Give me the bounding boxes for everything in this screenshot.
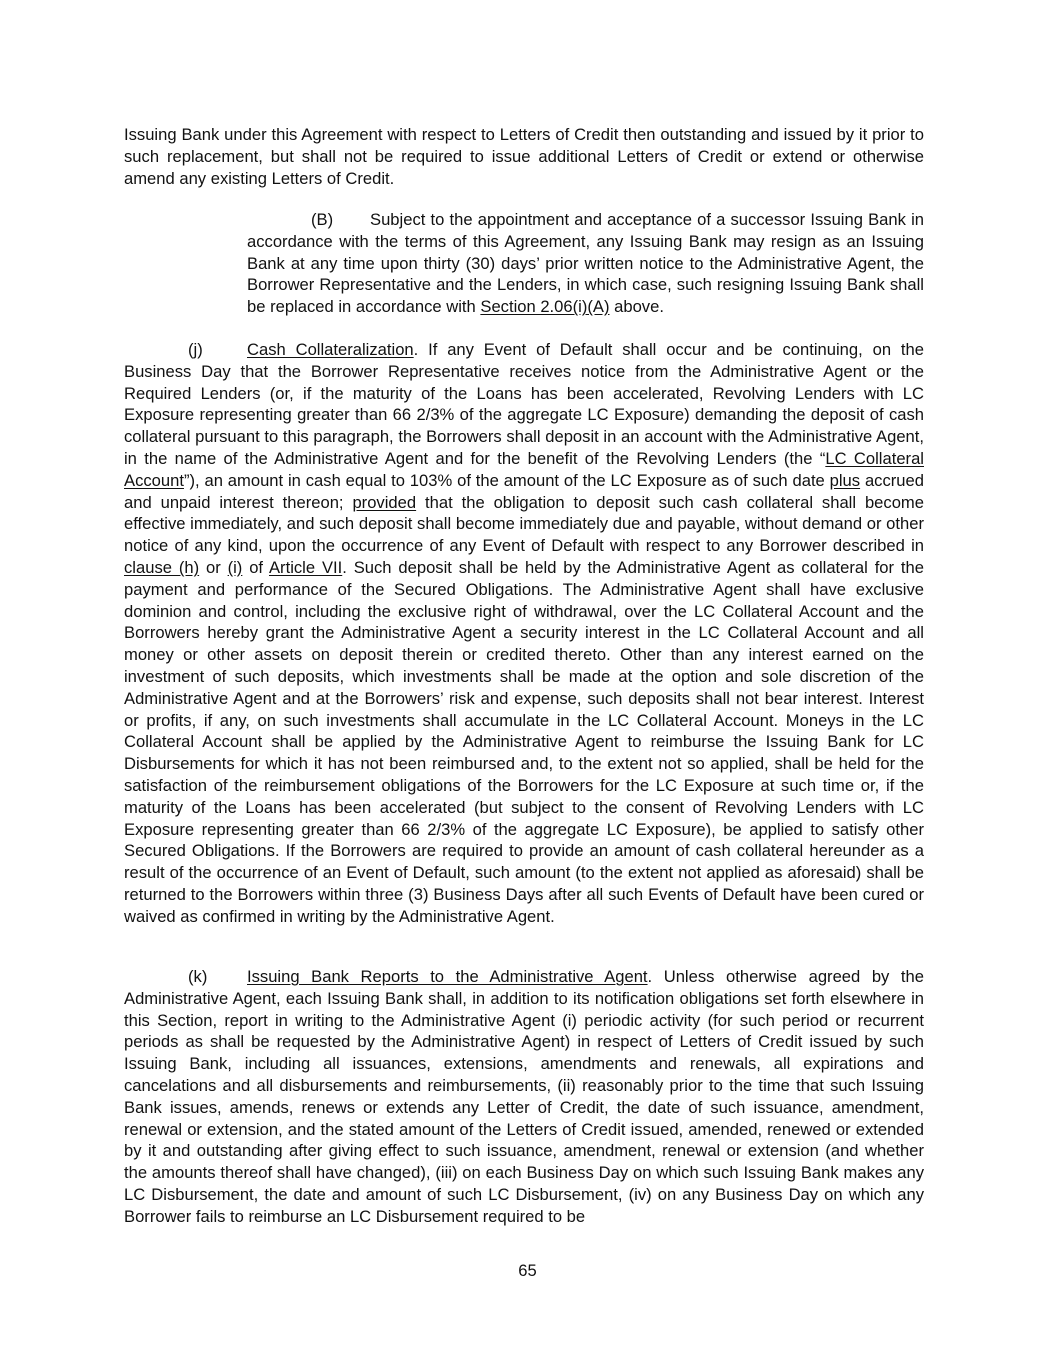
clause-j-text-4: that the obligation to deposit such cash collateral shall become effective immediately, and such deposit shall become immediately due and payable, without demand or other notice of any kind, upon the occurrence of any Event of Default with respect to any Borrower described in	[124, 492, 924, 556]
clause-j-text-5: or	[199, 557, 228, 577]
clause-k-label: (k)	[188, 967, 208, 986]
clause-k-text: . Unless otherwise agreed by the Administrative Agent, each Issuing Bank shall, in addition to its notification obligations set forth elsewhere in this Section, report in writing to the Administrative Agent (i) periodic activity (for such period or recurrent periods as shall be requested by the Administrative Agent) in respect of Letters of Credit issued by such Issuing Bank, including all issuances, extensions, amendments and renewals, all expirations and cancelations and all disbursements and reimbursements, (ii) reasonably prior to the time that such Issuing Bank issues, amends, renews or extends any Letter of Credit, the date of such issuance, amendment, renewal or extension, and the stated amount of the Letters of Credit issued, amended, renewed or extended by it and outstanding after giving effect to such issuance, amendment, renewal or extension (and whether the amounts thereof shall have changed), (iii) on each Business Day on which such Issuing Bank makes any LC Disbursement, the date and amount of such LC Disbursement, (iv) on any Business Day on which any Borrower fails to reimburse an LC Disbursement required to be	[124, 967, 924, 1226]
clause-h-reference: clause (h)	[124, 557, 200, 577]
clause-j-text-7: . Such deposit shall be held by the Administrative Agent as collateral for the payment and performance of the Secured Obligations. The Administrative Agent shall have exclusive dominion and control, including the exclusive right of withdrawal, over the LC Collateral Account and the Borrowers hereby grant the Administrative Agent a security interest in the LC Collateral Account and all money or other assets on deposit therein or credited thereto. Other than any interest earned on the investment of such deposits, which investments shall be made at the option and sole discretion of the Administrative Agent and at the Borrowers’ risk and expense, such deposits shall not bear interest. Interest or profits, if any, on such investments shall accumulate in the LC Collateral Account. Moneys in the LC Collateral Account shall be applied by the Administrative Agent to reimburse the Issuing Bank for LC Disbursements for which it has not been reimbursed and, to the extent not so applied, shall be held for the satisfaction of the reimbursement obligations of the Borrowers for the LC Exposure at such time or, if the maturity of the Loans has been accelerated (but subject to the consent of Revolving Lenders with LC Exposure representing greater than 66 2/3% of the aggregate LC Exposure), be applied to satisfy other Secured Obligations. If the Borrowers are required to provide an amount of cash collateral hereunder as a result of the occurrence of an Event of Default, such amount (to the extent not applied as aforesaid) shall be returned to the Borrowers within three (3) Business Days after all such Events of Default have been cured or waived as confirmed in writing by the Administrative Agent.	[124, 557, 924, 926]
term-plus: plus	[829, 470, 861, 490]
clause-b-paragraph	[247, 209, 924, 318]
clause-j-label: (j)	[188, 340, 203, 359]
clause-k-paragraph	[124, 966, 924, 1228]
clause-b-text: Subject to the appointment and acceptance of a successor Issuing Bank in accordance with the terms of this Agreement, any Issuing Bank may resign as an Issuing Bank at any time upon thirty (30) days’ prior written notice to the Administrative Agent, the Borrower Representative and the Lenders, in which case, such resigning Issuing Bank shall be replaced in accordance with	[247, 210, 924, 317]
clause-j-paragraph	[124, 339, 924, 928]
defined-term-lc-collateral-account: LC Collateral Account	[124, 448, 924, 490]
clause-b-text-end: above.	[609, 297, 664, 317]
clause-b-label: (B)	[311, 210, 334, 229]
page-number: 65	[518, 1261, 537, 1280]
clause-i-reference: (i)	[227, 557, 243, 577]
continuation-text: Issuing Bank under this Agreement with respect to Letters of Credit then outstanding and issued by it prior to such replacement, but shall not be required to issue additional Letters of Credit or extend or otherwise amend any existing Letters of Credit.	[124, 125, 924, 188]
clause-j-text-3: accrued and unpaid interest thereon;	[124, 470, 924, 512]
article-vii-reference: Article VII	[268, 557, 343, 577]
section-reference-link: Section 2.06(i)(A)	[480, 297, 610, 317]
clause-j-heading: Cash Collateralization	[247, 340, 414, 359]
continuation-paragraph	[124, 124, 924, 189]
clause-j-text-6: of	[242, 557, 269, 577]
term-provided: provided	[352, 492, 417, 512]
clause-j-text-1: . If any Event of Default shall occur and be continuing, on the Business Day that the Borrower Representative receives notice from the Administrative Agent or the Required Lenders (or, if the maturity of the Loans has been accelerated, Revolving Lenders with LC Exposure representing greater than 66 2/3% of the aggregate LC Exposure) demanding the deposit of cash collateral pursuant to this paragraph, the Borrowers shall deposit in an account with the Administrative Agent, in the name of the Administrative Agent and for the benefit of the Revolving Lenders (the “	[124, 340, 924, 468]
clause-j-text-2: ”), an amount in cash equal to 103% of the amount of the LC Exposure as of such date	[183, 470, 830, 490]
clause-k-heading: Issuing Bank Reports to the Administrative Agent	[247, 967, 648, 986]
